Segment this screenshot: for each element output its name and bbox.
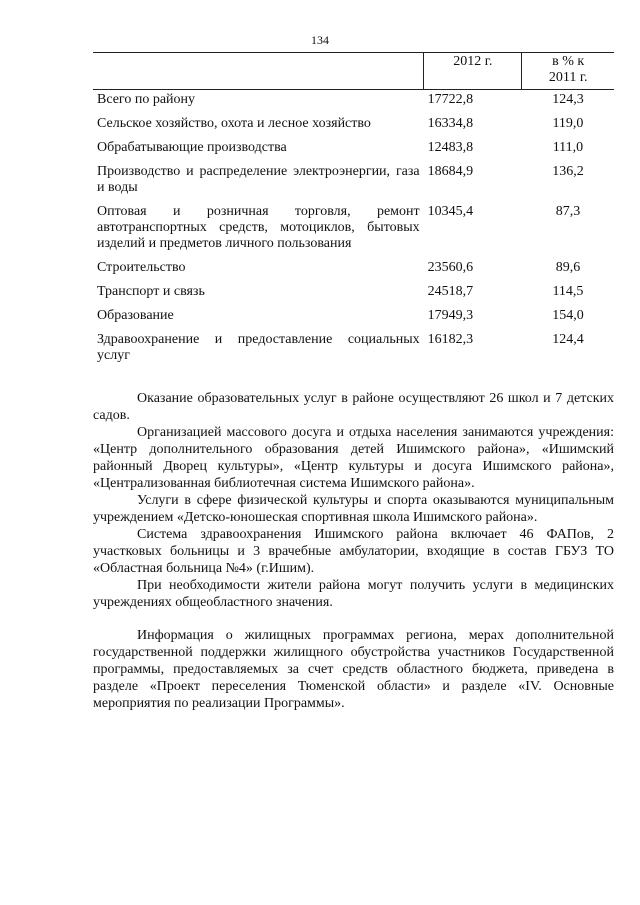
paragraph-leisure: Организацией массового досуга и отдыха населения занимаются учреждения: «Центр дополнительного образования детей Ишимского района», «Ишимский районный Дворец культуры», «Центр культуры и досуга Ишимского района», «Централизованная библиотечная система Ишимского района». [93,425,614,491]
header-percent-line2: 2011 г. [548,70,588,85]
row-indicator: Строительство [97,260,186,275]
paragraph-healthcare: Система здравоохранения Ишимского района включает 46 ФАПов, 2 участковых больницы и 3 врачебные амбулатории, входящие в состав ГБУЗ ТО «Областная больница №4» (г.Ишим). [93,527,614,576]
paragraph-regional-medical: При необходимости жители района могут получить услуги в медицинских учреждениях общеобластного значения. [93,578,614,610]
paragraph-education: Оказание образовательных услуг в районе осуществляют 26 школ и 7 детских садов. [93,391,614,423]
row-value-2012: 18684,9 [427,164,474,179]
row-value-2012: 10345,4 [427,204,474,219]
row-percent: 124,3 [552,92,584,107]
table-row [93,140,614,164]
row-percent: 114,5 [552,284,584,299]
row-percent: 89,6 [555,260,581,275]
header-percent-of-2011 [522,53,614,90]
row-percent: 154,0 [552,308,584,323]
row-indicator: Всего по району [97,92,196,107]
table-row [93,308,614,332]
row-value-2012: 23560,6 [427,260,474,275]
row-percent: 124,4 [552,332,584,347]
row-value-2012: 16334,8 [427,116,474,131]
row-indicator: Здравоохранение и предоставление социальных услуг [97,332,420,363]
row-value-2012: 12483,8 [427,140,474,155]
table-row [93,204,614,260]
table-row [93,332,614,372]
row-value-2012: 17722,8 [427,92,474,107]
row-value-2012: 24518,7 [427,284,474,299]
header-percent-line1: в % к [552,54,585,69]
row-indicator: Оптовая и розничная торговля, ремонт автотранспортных средств, мотоциклов, бытовых изделий и предметов личного пользования [97,204,420,251]
table-row [93,116,614,140]
row-indicator: Производство и распределение электроэнергии, газа и воды [97,164,420,195]
row-indicator: Обрабатывающие производства [97,140,287,155]
header-year-2012: 2012 г. [424,53,522,90]
row-indicator: Сельское хозяйство, охота и лесное хозяйство [97,116,371,131]
statistics-table [93,52,614,372]
row-indicator: Образование [97,308,174,323]
paragraph-sports: Услуги в сфере физической культуры и спорта оказываются муниципальным учреждением «Детско-юношеская спортивная школа Ишимского района». [93,493,614,525]
header-indicator [93,53,424,90]
row-value-2012: 17949,3 [427,308,474,323]
row-value-2012: 16182,3 [427,332,474,347]
table-row [93,284,614,308]
paragraph-housing-programs: Информация о жилищных программах региона, мерах дополнительной государственной поддержки жилищного обустройства участников Государственной программы, предоставляемых за счет средств областного бюджета, приведена в разделе «Проект переселения Тюменской области» и разделе «IV. Основные мероприятия по реализации Программы». [93,628,614,711]
row-percent: 119,0 [552,116,584,131]
table-header-row [93,53,614,90]
row-percent: 136,2 [552,164,584,179]
table-row [93,260,614,284]
table-row [93,90,614,117]
page-number: 134 [311,33,329,47]
body-text [93,390,614,712]
row-percent: 87,3 [555,204,581,219]
row-indicator: Транспорт и связь [97,284,205,299]
row-percent: 111,0 [552,140,584,155]
table-row [93,164,614,204]
